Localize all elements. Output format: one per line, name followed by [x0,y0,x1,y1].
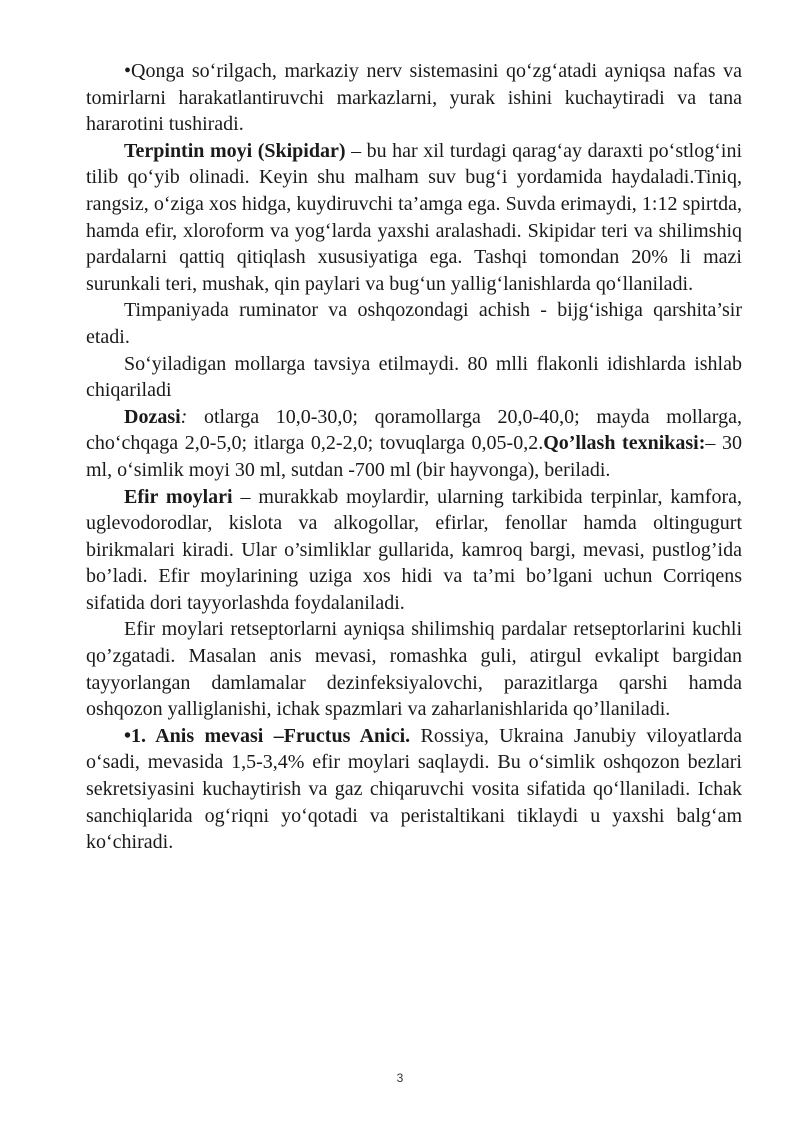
document-page [86,58,742,856]
paragraph-dosage [86,404,742,484]
page-number: 3 [396,1071,404,1085]
paragraph-text: Timpaniyada ruminator va oshqozondagi achish - bijg‘ishiga qarshita’sir etadi. [86,299,742,348]
paragraph-text: •Qonga so‘rilgach, markaziy nerv sistemasini qo‘zg‘atadi ayniqsa nafas va tomirlarni harakatlantiruvchi markazlarni, yurak ishini kuchaytiradi va tana hararotini tushiradi. [86,60,742,136]
paragraph-anise-fruit [86,723,742,856]
paragraph-text: – bu har xil turdagi qarag‘ay daraxti po‘stlog‘ini tilib qo‘yib olinadi. Keyin shu malham suv bug‘i yordamida haydaladi.Tiniq, rangsiz, o‘ziga xos hidga, kuydiruvchi ta’amga ega. Suvda erimaydi, 1:12 spirtda, hamda efir, xloroform va yog‘larda yaxshi aralashadi. Skipidar teri va shilimshiq pardalarni qattiq qitiqlash xususiyatiga ega. Tashqi tomondan 20% li mazi surunkali teri, mushak, qin paylari va bug‘un yallig‘lanishlarda qo‘llaniladi. [86,139,742,295]
paragraph-slaughter-note [86,351,742,404]
dosage-colon: : [180,405,188,428]
paragraph-essential-oils [86,484,742,617]
paragraph-text: Rossiya, Ukraina Janubiy viloyatlarda o‘sadi, mevasida 1,5-3,4% efir moylari saqlaydi. Bu o‘simlik oshqozon bezlari sekretsiyasini kuchaytirish va gaz chiqaruvchi vosita sifatida qo‘llaniladi. Ichak sanchiqlarida og‘riqni yo‘qotadi va peristaltikani tiklaydi u yaxshi balg‘am ko‘chiradi. [86,724,742,854]
term-essential-oils: Efir moylari [124,485,233,508]
term-turpentine-oil: Terpintin moyi (Skipidar) [124,139,346,162]
paragraph-nervous-system [86,58,742,138]
paragraph-text: – murakkab moylardir, ularning tarkibida terpinlar, kamfora, uglevodorodlar, kislota va alkogollar, efirlar, fenollar hamda oltingugurt birikmalari kiradi. Ular o’simliklar gullarida, kamroq bargi, mevasi, pustlog’ida bo’ladi. Efir moylarining uziga xos hidi va ta’mi bo’lgani uchun Corriqens sifatida dori tayyorlashda foydalaniladi. [86,485,742,614]
term-dosage: Dozasi [124,405,181,428]
paragraph-receptors [86,616,742,722]
term-application-technique: Qo’llash texnikasi: [543,432,706,455]
term-anise-fruit: •1. Anis mevasi –Fructus Anici. [124,724,411,747]
paragraph-text: otlarga 10,0-30,0; qoramollarga 20,0-40,0; mayda mollarga, cho‘chqaga 2,0-5,0; itlarga 0,2-2,0; tovuqlarga 0,05-0,2. [86,405,742,455]
paragraph-turpentine-oil [86,138,742,298]
paragraph-text-2: – 30 ml, o‘simlik moyi 30 ml, sutdan -700 ml (bir hayvonga), beriladi. [86,432,742,481]
paragraph-text: So‘yiladigan mollarga tavsiya etilmaydi. 80 mlli flakonli idishlarda ishlab chiqariladi [86,352,742,402]
paragraph-tympany [86,297,742,350]
paragraph-text: Efir moylari retseptorlarni ayniqsa shilimshiq pardalar retseptorlarini kuchli qo’zgatadi. Masalan anis mevasi, romashka guli, atirgul evkalipt bargidan tayyorlangan damlamalar dezinfeksiyalovchi, parazitlarga qarshi hamda oshqozon yalliglanishi, ichak spazmlari va zaharlanishlarida qo’llaniladi. [86,618,742,721]
